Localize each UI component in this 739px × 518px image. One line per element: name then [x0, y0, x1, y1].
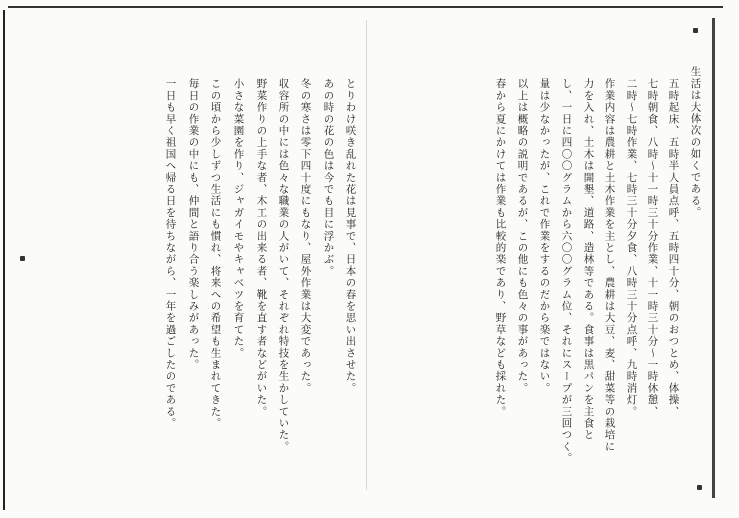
text-line: 冬の寒さは零下四十度にもなり、屋外作業は大変であった。: [299, 78, 312, 394]
text-line: 以上は概略の説明であるが、この他にも色々の事があった。: [516, 78, 529, 394]
text-line: 七時朝食、八時〜十一時三十分作業、十一時三十分〜一時休憩、: [646, 78, 659, 418]
text-line: 収容所の中には色々な職業の人がいて、それぞれ特技を生かしていた。: [277, 78, 290, 453]
text-line: 一日も早く祖国へ帰る日を待ちながら、一年を過ごしたのである。: [164, 78, 177, 429]
text-line: 作業内容は農耕と土木作業を主とし、農耕は大豆、麦、甜菜等の栽培に: [603, 78, 616, 453]
text-line: 量は少なかったが、これで作業をするのだから楽ではない。: [538, 78, 551, 394]
text-line: 五時起床、五時半人員点呼、五時四十分、朝のおつとめ、体操、: [667, 78, 680, 418]
text-line: この頃から少しずつ生活にも慣れ、将来への希望も生まれてきた。: [209, 78, 222, 429]
text-line: し、一日に四〇〇グラムから六〇〇グラム位、それにスープが三回つく。: [560, 78, 573, 465]
text-line: 小さな菜園を作り、ジャガイモやキャベツを育てた。: [232, 78, 245, 359]
page-fold-line: [366, 20, 367, 490]
text-line: とりわけ咲き乱れた花は見事で、日本の春を思い出させた。: [344, 78, 357, 394]
corner-mark: [697, 485, 702, 490]
page-right-border: [712, 18, 715, 498]
text-line: 春から夏にかけては作業も比較的楽であり、野草なども採れた。: [494, 78, 507, 418]
binding-mark: [20, 256, 25, 261]
page-left-border: [3, 10, 5, 510]
text-line: 野菜作りの上手な者、木工の出来る者、靴を直す者などがいた。: [255, 78, 268, 418]
text-line: 生活は大体次の如くである。: [689, 66, 702, 219]
text-line: あの時の花の色は今でも目に浮かぶ。: [322, 78, 335, 277]
corner-mark: [693, 28, 698, 33]
text-line: 二時〜七時作業、七時三十分夕食、八時三十分点呼、九時消灯。: [625, 78, 638, 418]
text-line: 力を入れ、土木は開墾、道路、造林等である。食事は黒パンを主食と: [582, 78, 595, 441]
text-line: 毎日の作業の中にも、仲間と語り合う楽しみがあった。: [187, 78, 200, 371]
page-top-border: [8, 6, 723, 8]
